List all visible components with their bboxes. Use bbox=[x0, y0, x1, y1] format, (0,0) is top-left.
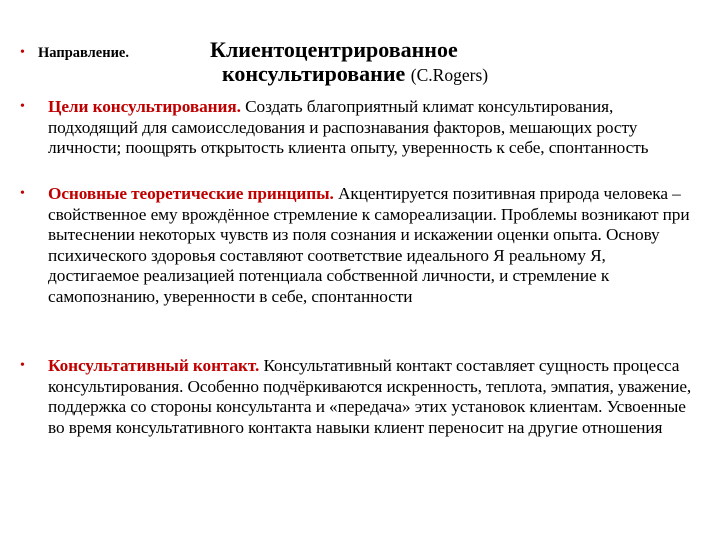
title-line-2: консультирование bbox=[222, 61, 406, 86]
heading-label: Направление. bbox=[38, 45, 129, 61]
bullet-icon: • bbox=[20, 99, 25, 114]
list-item-text: Консультативный контакт составляет сущность процесса консультирования. Особенно подчёркиваются искренность, теплота, эмпатия, уважение, поддержка со стороны консультанта и «передача» этих установок клиентам. Усвоенные во время консультативного контакта навыки клиент переносит на другие отношения bbox=[48, 356, 692, 437]
list-item-title: Цели консультирования. bbox=[48, 97, 241, 116]
title-line-1: Клиентоцентрированное bbox=[210, 37, 458, 62]
list-item-body bbox=[48, 356, 700, 438]
list-item-principles bbox=[20, 184, 700, 307]
list-item-body bbox=[48, 184, 700, 307]
bullet-icon: • bbox=[20, 358, 25, 373]
list-item-text: Акцентируется позитивная природа человека – свойственное ему врождённое стремление к самореализации. Проблемы возникают при вытеснении некоторых чувств из поля сознания и искажении оценки опыта. Основу психического здоровья составляют соответствие идеального Я реальному Я, достигаемое реализацией потенциала собственной личности, и стремление к самопознанию, уверенности в себе, спонтанности bbox=[48, 184, 690, 306]
list-item-title: Консультативный контакт. bbox=[48, 356, 260, 375]
list-item-title: Основные теоретические принципы. bbox=[48, 184, 334, 203]
bullet-icon: • bbox=[20, 186, 25, 201]
list-item-text: Создать благоприятный климат консультирования, подходящий для самоисследования и распознавания факторов, мешающих росту личности; поощрять открытость клиента опыту, уверенность к себе, спонтанность bbox=[48, 97, 649, 157]
list-item-body bbox=[48, 97, 700, 159]
list-item-goals bbox=[20, 97, 700, 159]
title-line-2-wrapper bbox=[210, 62, 488, 87]
title-author: (C.Rogers) bbox=[410, 65, 489, 85]
list-item-contact bbox=[20, 356, 700, 438]
bullet-icon: • bbox=[20, 45, 25, 60]
slide-title bbox=[210, 38, 488, 87]
